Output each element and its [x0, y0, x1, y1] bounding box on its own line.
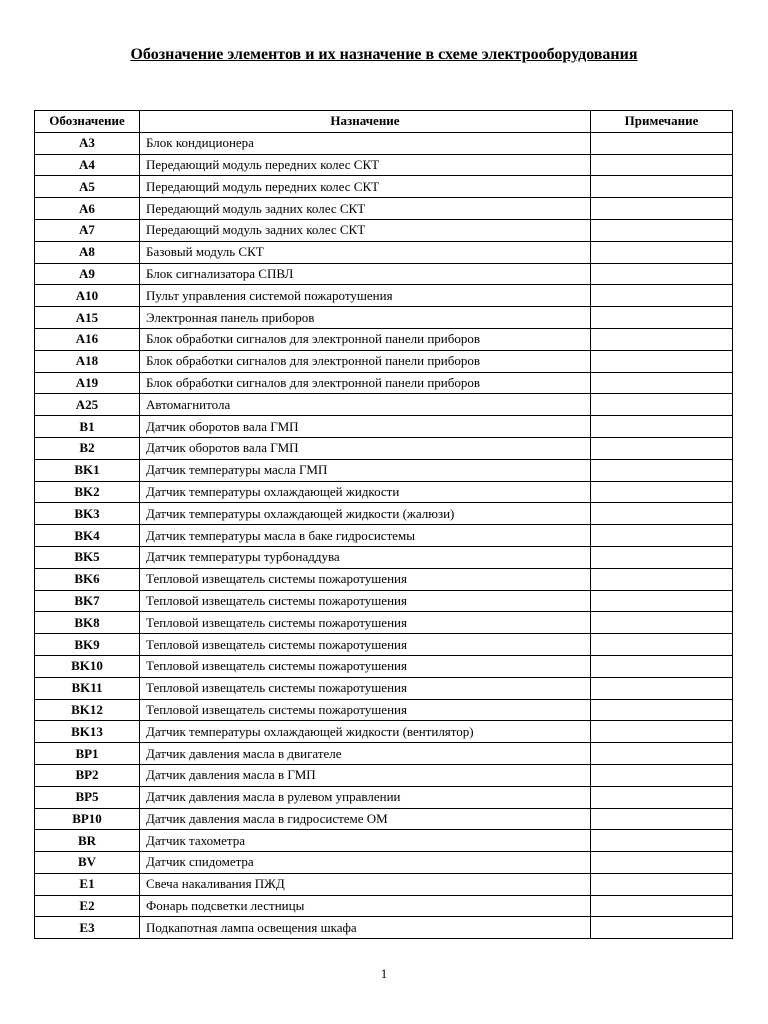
table-body: [35, 132, 733, 938]
element-code-cell: BK2: [35, 481, 140, 503]
element-note-cell: [591, 481, 733, 503]
element-purpose-cell: Блок обработки сигналов для электронной панели приборов: [140, 372, 591, 394]
column-header-note: Примечание: [591, 111, 733, 133]
elements-table: [34, 110, 733, 939]
element-note-cell: [591, 590, 733, 612]
element-note-cell: [591, 852, 733, 874]
table-row: [35, 852, 733, 874]
element-purpose-cell: Базовый модуль СКТ: [140, 241, 591, 263]
table-row: [35, 263, 733, 285]
element-purpose-cell: Пульт управления системой пожаротушения: [140, 285, 591, 307]
element-note-cell: [591, 459, 733, 481]
element-note-cell: [591, 655, 733, 677]
element-purpose-cell: Фонарь подсветки лестницы: [140, 895, 591, 917]
element-purpose-cell: Передающий модуль задних колес СКТ: [140, 198, 591, 220]
element-note-cell: [591, 743, 733, 765]
element-note-cell: [591, 721, 733, 743]
element-code-cell: A9: [35, 263, 140, 285]
element-purpose-cell: Датчик оборотов вала ГМП: [140, 437, 591, 459]
element-note-cell: [591, 416, 733, 438]
element-code-cell: BP1: [35, 743, 140, 765]
element-note-cell: [591, 285, 733, 307]
table-row: [35, 198, 733, 220]
element-purpose-cell: Блок сигнализатора СПВЛ: [140, 263, 591, 285]
element-note-cell: [591, 699, 733, 721]
element-code-cell: A4: [35, 154, 140, 176]
element-note-cell: [591, 350, 733, 372]
element-note-cell: [591, 764, 733, 786]
element-code-cell: BK9: [35, 634, 140, 656]
element-purpose-cell: Свеча накаливания ПЖД: [140, 873, 591, 895]
element-purpose-cell: Датчик температуры охлаждающей жидкости: [140, 481, 591, 503]
table-row: [35, 525, 733, 547]
element-code-cell: A5: [35, 176, 140, 198]
element-purpose-cell: Тепловой извещатель системы пожаротушения: [140, 677, 591, 699]
element-code-cell: BK3: [35, 503, 140, 525]
table-row: [35, 743, 733, 765]
table-row: [35, 917, 733, 939]
element-code-cell: A8: [35, 241, 140, 263]
table-row: [35, 219, 733, 241]
table-row: [35, 481, 733, 503]
table-row: [35, 699, 733, 721]
element-note-cell: [591, 394, 733, 416]
element-note-cell: [591, 568, 733, 590]
page-number: 1: [380, 966, 388, 981]
element-purpose-cell: Автомагнитола: [140, 394, 591, 416]
element-purpose-cell: Тепловой извещатель системы пожаротушения: [140, 590, 591, 612]
element-note-cell: [591, 241, 733, 263]
element-code-cell: BK6: [35, 568, 140, 590]
table-header-row: [35, 111, 733, 133]
element-purpose-cell: Блок кондиционера: [140, 132, 591, 154]
table-row: [35, 307, 733, 329]
element-code-cell: A7: [35, 219, 140, 241]
element-code-cell: A6: [35, 198, 140, 220]
element-code-cell: A3: [35, 132, 140, 154]
element-note-cell: [591, 612, 733, 634]
table-row: [35, 372, 733, 394]
element-note-cell: [591, 176, 733, 198]
element-code-cell: E2: [35, 895, 140, 917]
element-purpose-cell: Тепловой извещатель системы пожаротушения: [140, 634, 591, 656]
table-row: [35, 655, 733, 677]
element-code-cell: BK13: [35, 721, 140, 743]
element-note-cell: [591, 372, 733, 394]
element-note-cell: [591, 503, 733, 525]
element-purpose-cell: Датчик температуры охлаждающей жидкости (вентилятор): [140, 721, 591, 743]
element-purpose-cell: Датчик температуры турбонаддува: [140, 546, 591, 568]
element-purpose-cell: Датчик давления масла в рулевом управлении: [140, 786, 591, 808]
element-code-cell: BK4: [35, 525, 140, 547]
element-code-cell: A10: [35, 285, 140, 307]
element-purpose-cell: Датчик температуры масла в баке гидросистемы: [140, 525, 591, 547]
table-row: [35, 285, 733, 307]
table-row: [35, 764, 733, 786]
element-note-cell: [591, 917, 733, 939]
element-purpose-cell: Передающий модуль передних колес СКТ: [140, 176, 591, 198]
table-row: [35, 873, 733, 895]
table-row: [35, 394, 733, 416]
element-purpose-cell: Передающий модуль задних колес СКТ: [140, 219, 591, 241]
element-purpose-cell: Датчик давления масла в ГМП: [140, 764, 591, 786]
element-code-cell: A18: [35, 350, 140, 372]
element-code-cell: BV: [35, 852, 140, 874]
table-row: [35, 416, 733, 438]
element-note-cell: [591, 634, 733, 656]
table-row: [35, 176, 733, 198]
element-note-cell: [591, 307, 733, 329]
element-code-cell: BK8: [35, 612, 140, 634]
element-note-cell: [591, 154, 733, 176]
element-purpose-cell: Датчик температуры охлаждающей жидкости (жалюзи): [140, 503, 591, 525]
element-code-cell: A16: [35, 328, 140, 350]
element-purpose-cell: Блок обработки сигналов для электронной панели приборов: [140, 350, 591, 372]
element-code-cell: BR: [35, 830, 140, 852]
element-purpose-cell: Тепловой извещатель системы пожаротушения: [140, 655, 591, 677]
element-purpose-cell: Тепловой извещатель системы пожаротушения: [140, 699, 591, 721]
element-purpose-cell: Датчик тахометра: [140, 830, 591, 852]
element-code-cell: BK10: [35, 655, 140, 677]
table-row: [35, 634, 733, 656]
element-purpose-cell: Электронная панель приборов: [140, 307, 591, 329]
table-row: [35, 241, 733, 263]
element-note-cell: [591, 808, 733, 830]
table-row: [35, 677, 733, 699]
element-note-cell: [591, 198, 733, 220]
element-note-cell: [591, 873, 733, 895]
element-code-cell: B2: [35, 437, 140, 459]
element-code-cell: E3: [35, 917, 140, 939]
table-row: [35, 132, 733, 154]
element-note-cell: [591, 677, 733, 699]
table-row: [35, 895, 733, 917]
table-row: [35, 590, 733, 612]
table-row: [35, 350, 733, 372]
table-row: [35, 721, 733, 743]
column-header-purpose: Назначение: [140, 111, 591, 133]
element-code-cell: BP5: [35, 786, 140, 808]
element-code-cell: BP10: [35, 808, 140, 830]
element-purpose-cell: Блок обработки сигналов для электронной панели приборов: [140, 328, 591, 350]
table-row: [35, 328, 733, 350]
element-purpose-cell: Передающий модуль передних колес СКТ: [140, 154, 591, 176]
element-purpose-cell: Датчик спидометра: [140, 852, 591, 874]
element-code-cell: BK7: [35, 590, 140, 612]
element-note-cell: [591, 895, 733, 917]
element-purpose-cell: Датчик давления масла в гидросистеме ОМ: [140, 808, 591, 830]
element-code-cell: A15: [35, 307, 140, 329]
element-purpose-cell: Подкапотная лампа освещения шкафа: [140, 917, 591, 939]
table-row: [35, 808, 733, 830]
element-note-cell: [591, 546, 733, 568]
element-code-cell: BK1: [35, 459, 140, 481]
table-row: [35, 786, 733, 808]
table-row: [35, 612, 733, 634]
element-code-cell: B1: [35, 416, 140, 438]
element-code-cell: BK12: [35, 699, 140, 721]
element-note-cell: [591, 132, 733, 154]
element-note-cell: [591, 786, 733, 808]
table-row: [35, 568, 733, 590]
element-code-cell: E1: [35, 873, 140, 895]
element-purpose-cell: Датчик температуры масла ГМП: [140, 459, 591, 481]
element-code-cell: BK11: [35, 677, 140, 699]
table-row: [35, 459, 733, 481]
column-header-code: Обозначение: [35, 111, 140, 133]
table-row: [35, 437, 733, 459]
element-note-cell: [591, 437, 733, 459]
document-title: Обозначение элементов и их назначение в схеме электрооборудования: [130, 46, 638, 63]
element-purpose-cell: Тепловой извещатель системы пожаротушения: [140, 568, 591, 590]
element-note-cell: [591, 263, 733, 285]
element-code-cell: A25: [35, 394, 140, 416]
table-row: [35, 154, 733, 176]
element-note-cell: [591, 525, 733, 547]
element-code-cell: BP2: [35, 764, 140, 786]
element-code-cell: A19: [35, 372, 140, 394]
table-row: [35, 546, 733, 568]
table-row: [35, 503, 733, 525]
element-purpose-cell: Датчик давления масла в двигателе: [140, 743, 591, 765]
element-code-cell: BK5: [35, 546, 140, 568]
element-purpose-cell: Датчик оборотов вала ГМП: [140, 416, 591, 438]
element-note-cell: [591, 328, 733, 350]
element-note-cell: [591, 219, 733, 241]
element-purpose-cell: Тепловой извещатель системы пожаротушения: [140, 612, 591, 634]
element-note-cell: [591, 830, 733, 852]
table-row: [35, 830, 733, 852]
